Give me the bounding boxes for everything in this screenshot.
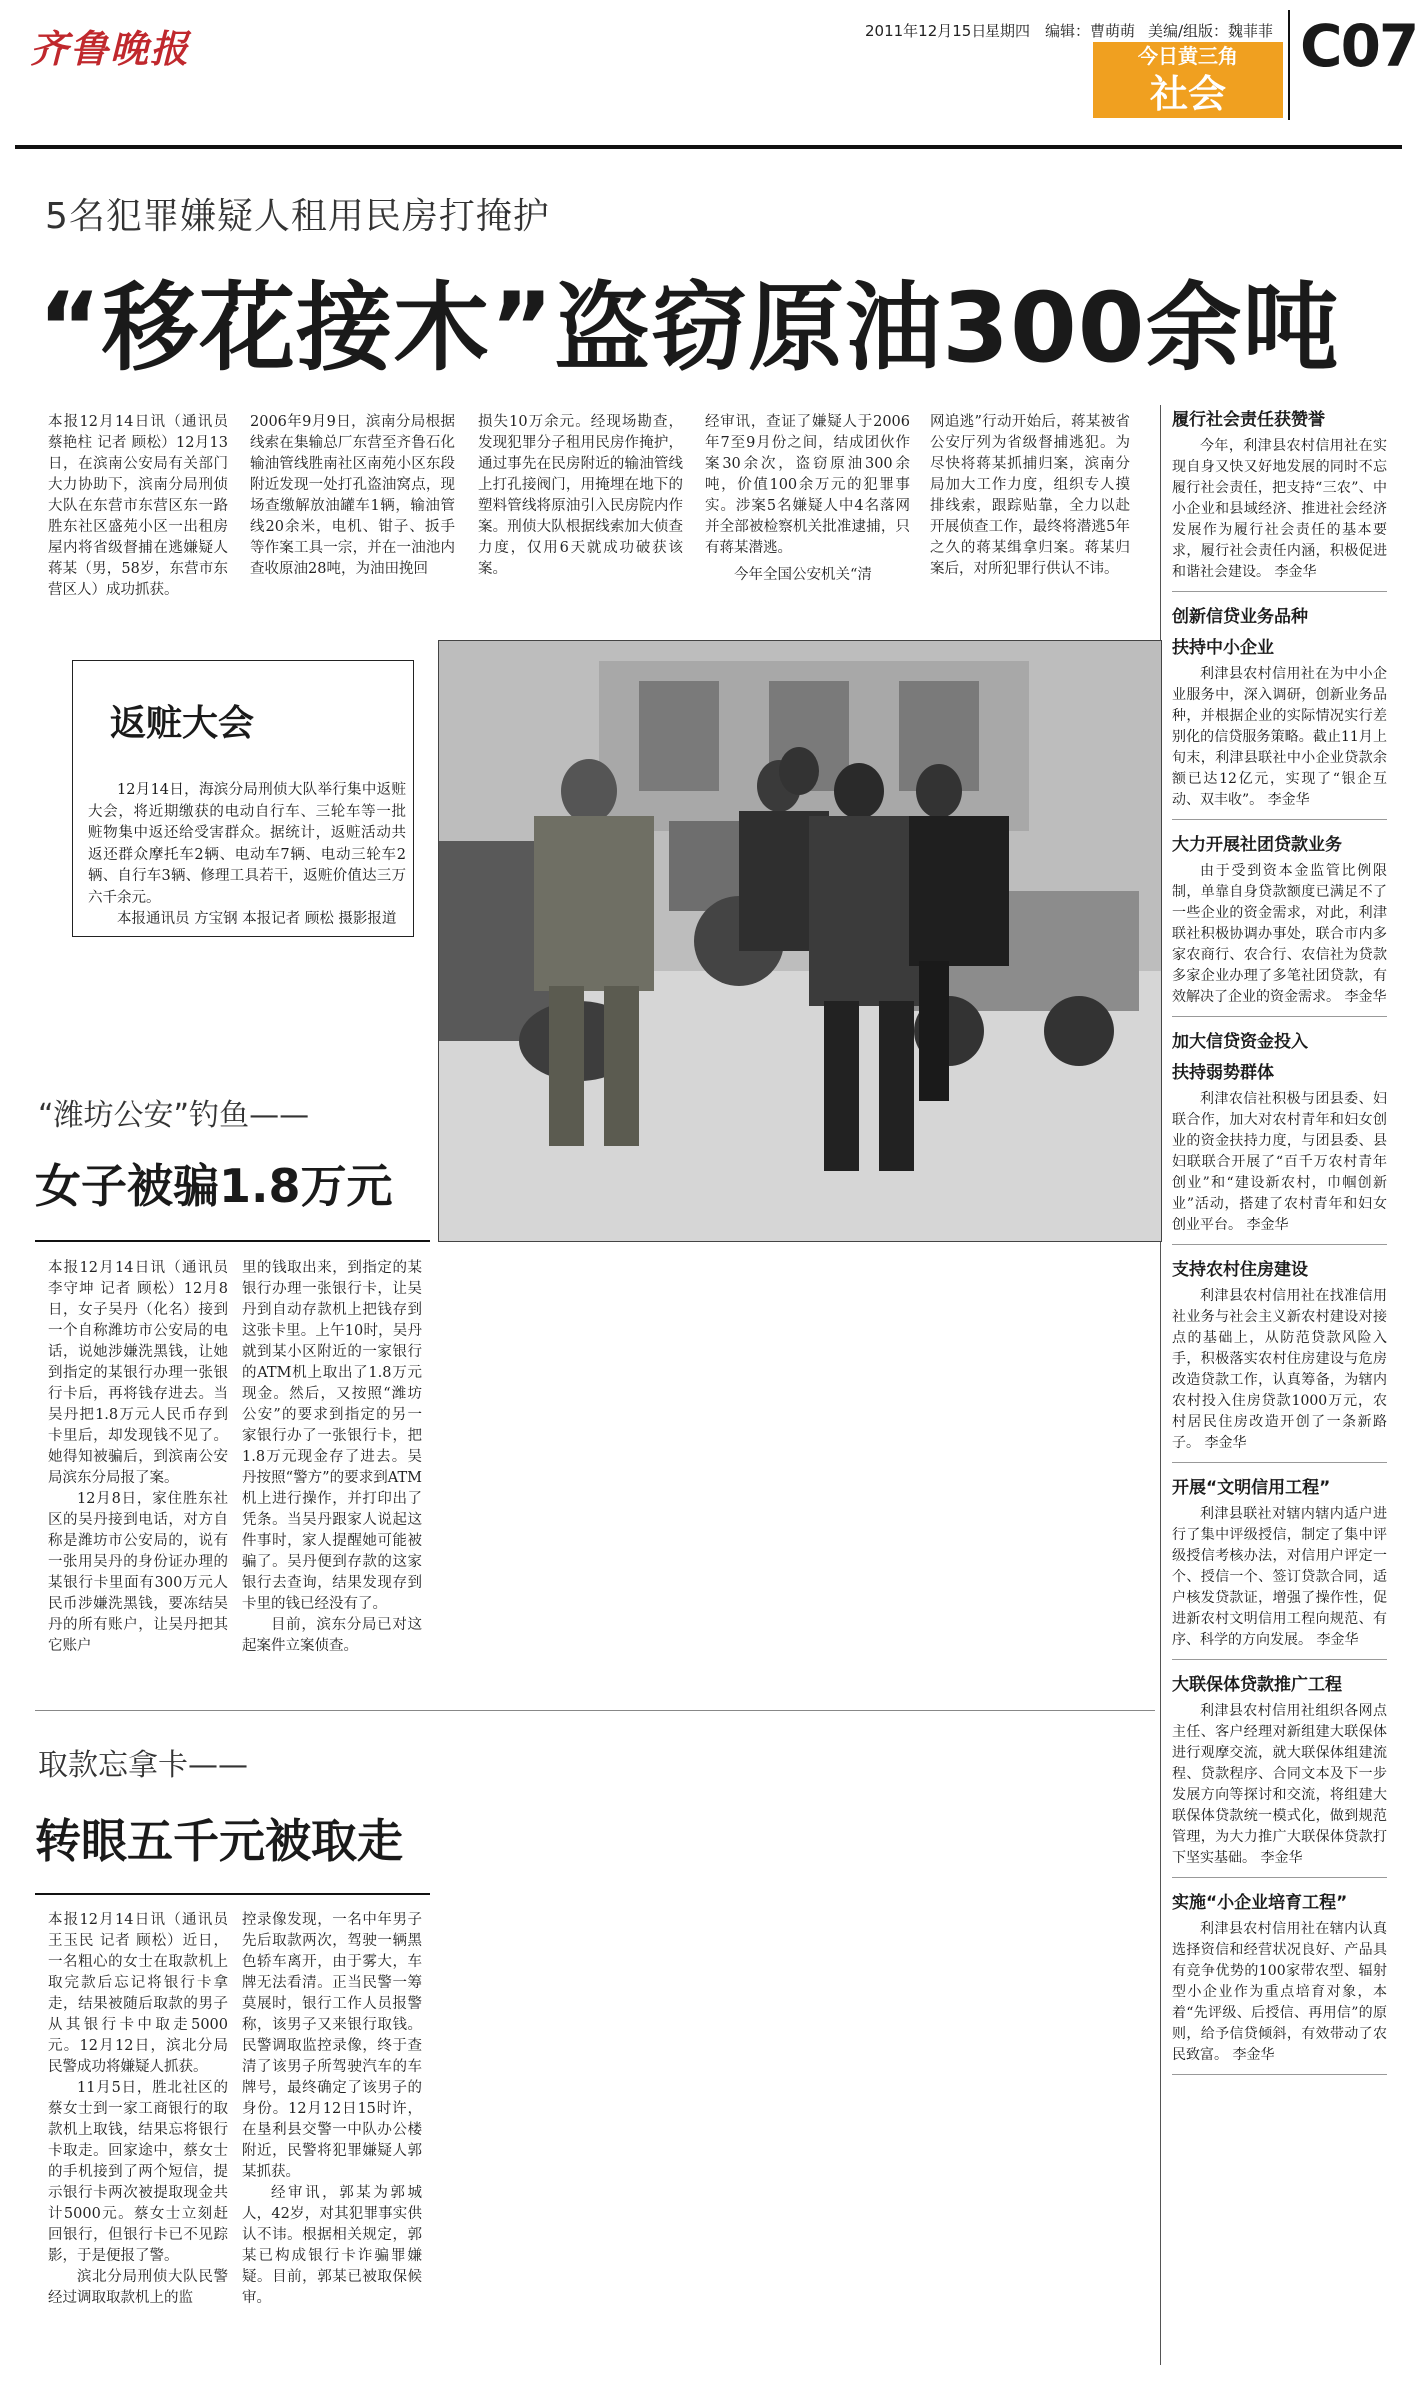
main-col-3: 损失10万余元。经现场勘查，发现犯罪分子租用民房作掩护，通过事先在民房附近的输油管线上打孔接阀门，用掩埋在地下的塑料管线将原油引入民房院内作案。刑侦大队根据线索加大侦查力度，仅用6天就成功破获该案。	[478, 414, 683, 577]
issue-date: 2011年12月15日	[865, 22, 987, 40]
page-number: C07	[1300, 12, 1417, 80]
story3-col-1	[48, 1910, 228, 2309]
sidebar-separator	[1172, 1462, 1387, 1463]
story3-kicker: 取款忘拿卡——	[38, 1748, 248, 1783]
sidebar-article-text: 利津县联社对辖内辖内适户进行了集中评级授信，制定了集中评级授信考核办法，对信用户评定一个、授信一个、签订贷款合同，适户核发贷款证，增强了操作性，促进新农村文明信用工程向规范、有序、科学的方向发展。 李金华	[1172, 1506, 1387, 1648]
sidebar-article	[1172, 405, 1387, 592]
story3-col-1-a: 本报12月14日讯（通讯员 王玉民 记者 顾松）近日，一名粗心的女士在取款机上取完款后忘记将银行卡拿走，结果被随后取款的男子从其银行卡中取走5000元。12月12日，滨北分局民警成功将嫌疑人抓获。	[48, 1912, 228, 2075]
main-col-4	[705, 412, 910, 586]
photo-caption-body: 12月14日，海滨分局刑侦大队举行集中返赃大会，将近期缴获的电动自行车、三轮车等一批赃物集中返还给受害群众。据统计，返赃活动共返还群众摩托车2辆、电动车7辆、电动三轮车2辆、自行车3辆、修理工具若干，返赃价值达三万六千余元。	[88, 782, 406, 906]
story3-col-1-c: 滨北分局刑侦大队民警经过调取取款机上的监	[48, 2269, 228, 2306]
sidebar-article	[1172, 602, 1387, 820]
sidebar-article-text: 利津县农村信用社在辖内认真选择资信和经营状况良好、产品具有竞争优势的100家带农型、辐射型小企业作为重点培育对象，本着“先评级、后授信、再用信”的原则，给予信贷倾斜，有效带动了农民致富。 李金华	[1172, 1921, 1387, 2063]
sidebar-article-subtitle: 扶持中小企业	[1172, 638, 1274, 658]
sidebar-article-text: 利津县农村信用社在为中小企业服务中，深入调研，创新业务品种，并根据企业的实际情况实行差别化的信贷服务策略。截止11月上旬末，利津县联社中小企业贷款余额已达12亿元，实现了“银企互动、双丰收”。 李金华	[1172, 666, 1387, 808]
sidebar-article-author: 李金华	[1232, 2047, 1275, 2063]
sidebar-article-author: 李金华	[1344, 989, 1387, 1005]
story2-kicker: “潍坊公安”钓鱼——	[38, 1098, 310, 1133]
story3-col-2-b: 经审讯，郭某为郭城人，42岁，对其犯罪事实供认不讳。根据相关规定，郭某已构成银行卡诈骗罪嫌疑。目前，郭某已被取保候审。	[242, 2185, 422, 2306]
sidebar-article	[1172, 1027, 1387, 1245]
sidebar-article-subtitle: 扶持弱势群体	[1172, 1063, 1274, 1083]
editor-credit: 编辑：曹萌萌	[1045, 22, 1136, 40]
sidebar-separator	[1172, 1659, 1387, 1660]
story2-col-2	[242, 1258, 422, 1657]
story3-col-2-a: 控录像发现，一名中年男子先后取款两次，驾驶一辆黑色轿车离开，由于雾大，车牌无法看清。正当民警一筹莫展时，银行工作人员报警称，该男子又来银行取钱。民警调取监控录像，终于查清了该男子所驾驶汽车的车牌号，最终确定了该男子的身份。12月12日15时许，在垦利县交警一中队办公楼附近，民警将犯罪嫌疑人郭某抓获。	[242, 1912, 422, 2180]
sidebar-article-text: 由于受到资本金监管比例限制，单靠自身贷款额度已满足不了一些企业的资金需求，对此，利津联社积极协调办事处，联合市内多家农商行、农合行、农信社为贷款多家企业办理了多笔社团贷款，有效解决了企业的资金需求。 李金华	[1172, 863, 1387, 1005]
sidebar-article	[1172, 1888, 1387, 2075]
story2-rule	[35, 1240, 430, 1242]
sidebar-article-title: 履行社会责任获赞誉	[1172, 410, 1325, 430]
sidebar-article-text: 利津农信社积极与团县委、妇联合作，加大对农村青年和妇女创业的资金扶持力度，与团县委、县妇联联合开展了“百千万农村青年创业”和“建设新农村，巾帼创新业”活动，搭建了农村青年和妇女创业平台。 李金华	[1172, 1091, 1387, 1233]
sidebar-separator	[1172, 1244, 1387, 1245]
sidebar-article-title: 大联保体贷款推广工程	[1172, 1675, 1342, 1695]
story2-col-1-b: 12月8日，家住胜东社区的吴丹接到电话，对方自称是潍坊市公安局的，说有一张用吴丹的身份证办理的某银行卡里面有300万元人民币涉嫌洗黑钱，要冻结吴丹的所有账户，让吴丹把其它账户	[48, 1491, 228, 1654]
issue-weekday: 星期四	[985, 22, 1031, 40]
story3-rule	[35, 1893, 430, 1895]
section-label-main: 社会	[1093, 70, 1283, 118]
story2-col-2-b: 目前，滨东分局已对这起案件立案侦查。	[242, 1617, 422, 1654]
sidebar-article-title: 实施“小企业培育工程”	[1172, 1893, 1348, 1913]
sidebar-article	[1172, 830, 1387, 1017]
sidebar-article-title: 大力开展社团贷款业务	[1172, 835, 1342, 855]
sidebar-article-text: 今年，利津县农村信用社在实现自身又快又好地发展的同时不忘履行社会责任，把支持“三农”、中小企业和县域经济、推进社会经济发展作为履行社会责任的基本要求，履行社会责任内涵，积极促进和谐社会建设。 李金华	[1172, 438, 1387, 580]
sidebar-article-title: 支持农村住房建设	[1172, 1260, 1308, 1280]
designer-credit: 美编/组版：魏菲菲	[1148, 22, 1274, 40]
sidebar-article	[1172, 1473, 1387, 1660]
sidebar-article-text: 利津县农村信用社组织各网点主任、客户经理对新组建大联保体进行观摩交流，就大联保体组建流程、贷款程序、合同文本及下一步发展方向等探讨和交流，将组建大联保体贷款统一模式化，做到规范管理，为大力推广大联保体贷款打下坚实基础。 李金华	[1172, 1703, 1387, 1866]
sidebar-article-title: 开展“文明信用工程”	[1172, 1478, 1331, 1498]
sidebar-article-text: 利津县农村信用社在找准信用社业务与社会主义新农村建设对接点的基础上，从防范贷款风险入手，积极落实农村住房建设与危房改造贷款工作，认真筹备，为辖内农村投入住房贷款1000万元，农村居民住房改造开创了一条新路子。 李金华	[1172, 1288, 1387, 1451]
main-headline: “移花接木”盗窃原油300余吨	[38, 272, 1340, 384]
main-col-2: 2006年9月9日，滨南分局根据线索在集输总厂东营至齐鲁石化输油管线胜南社区南苑小区东段附近发现一处打孔盗油窝点，现场查缴解放油罐车1辆，输油管线20余米，电机、钳子、扳手等作案工具一宗，并在一油池内查收原油28吨，为油田挽回	[250, 414, 455, 577]
news-photo	[438, 640, 1162, 1242]
sidebar-article	[1172, 1255, 1387, 1463]
story3-col-1-b: 11月5日，胜北社区的蔡女士到一家工商银行的取款机上取钱，结果忘将银行卡取走。回家途中，蔡女士的手机接到了两个短信，提示银行卡两次被提取现金共计5000元。蔡女士立刻赶回银行，但银行卡已不见踪影，于是便报了警。	[48, 2080, 228, 2264]
main-col-1: 本报12月14日讯（通讯员 蔡艳柱 记者 顾松）12月13日，在滨南公安局有关部门大力协助下，滨南分局刑侦大队在东营市东营区东一路胜东社区盛苑小区一出租房屋内将省级督捕在逃嫌疑人蒋某（男，58岁，东营市东营区人）成功抓获。	[48, 414, 228, 598]
main-col-4-text: 经审讯，查证了嫌疑人于2006年7至9月份之间，结成团伙作案30余次，盗窃原油300余吨，价值100余万元的犯罪事实。涉案5名嫌疑人中4名落网并全部被检察机关批准逮捕，只有蒋某潜逃。	[705, 414, 910, 556]
sidebar-article-author: 李金华	[1246, 1217, 1289, 1233]
main-col-5: 网追逃”行动开始后，蒋某被省公安厅列为省级督捕逃犯。为尽快将蒋某抓捕归案，滨南分局加大工作力度，组织专人摸排线索，跟踪贴靠，全力以赴开展侦查工作，最终将潜逃5年之久的蒋某缉拿归案。蒋某归案后，对所犯罪行供认不讳。	[930, 414, 1130, 577]
sidebar-article	[1172, 1670, 1387, 1878]
section-label-top: 今日黄三角	[1093, 42, 1283, 70]
header-divider	[1288, 10, 1290, 120]
sidebar-separator	[1172, 1877, 1387, 1878]
sidebar-article-author: 李金华	[1204, 1435, 1247, 1451]
sidebar	[1172, 405, 1387, 2085]
sidebar-article-author: 李金华	[1267, 792, 1310, 808]
story3-top-rule	[35, 1710, 1155, 1711]
story2-col-1-a: 本报12月14日讯（通讯员 李守坤 记者 顾松）12月8日，女子吴丹（化名）接到一个自称潍坊市公安局的电话，说她涉嫌洗黑钱，让她到指定的某银行办理一张银行卡后，再将钱存进去。当吴丹把1.8万元人民币存到卡里后，却发现钱不见了。她得知被骗后，到滨南公安局滨东分局报了案。	[48, 1260, 228, 1486]
photo-caption-text	[88, 780, 406, 931]
story2-col-1	[48, 1258, 228, 1657]
main-kicker: 5名犯罪嫌疑人租用民房打掩护	[45, 196, 550, 237]
story3-col-2	[242, 1910, 422, 2309]
sidebar-separator	[1172, 591, 1387, 592]
story3-headline: 转眼五千元被取走	[35, 1814, 403, 1868]
main-col-4-tail: 今年全国公安机关“清	[734, 567, 872, 583]
sidebar-separator	[1172, 1016, 1387, 1017]
sidebar-article-author: 李金华	[1260, 1850, 1303, 1866]
sidebar-separator	[1172, 2074, 1387, 2075]
photo-caption-title: 返赃大会	[110, 703, 255, 744]
story2-headline: 女子被骗1.8万元	[35, 1159, 393, 1213]
sidebar-article-title: 加大信贷资金投入	[1172, 1032, 1308, 1052]
sidebar-article-author: 李金华	[1316, 1632, 1359, 1648]
photo-credit: 本报通讯员 方宝钢 本报记者 顾松 摄影报道	[117, 911, 397, 927]
story2-col-2-a: 里的钱取出来，到指定的某银行办理一张银行卡，让吴丹到自动存款机上把钱存到这张卡里。上午10时，吴丹就到某小区附近的一家银行的ATM机上取出了1.8万元现金。然后，又按照“潍坊公安”的要求到指定的另一家银行办了一张银行卡，把1.8万元现金存了进去。吴丹按照“警方”的要求到ATM机上进行操作，并打印出了凭条。当吴丹跟家人说起这件事时，家人提醒她可能被骗了。吴丹便到存款的这家银行去查询，结果发现存到卡里的钱已经没有了。	[242, 1260, 422, 1612]
sidebar-article-author: 李金华	[1274, 564, 1317, 580]
newspaper-masthead: 齐鲁晚报	[30, 26, 191, 71]
sidebar-article-title: 创新信贷业务品种	[1172, 607, 1308, 627]
sidebar-separator	[1172, 819, 1387, 820]
top-rule	[15, 145, 1402, 149]
